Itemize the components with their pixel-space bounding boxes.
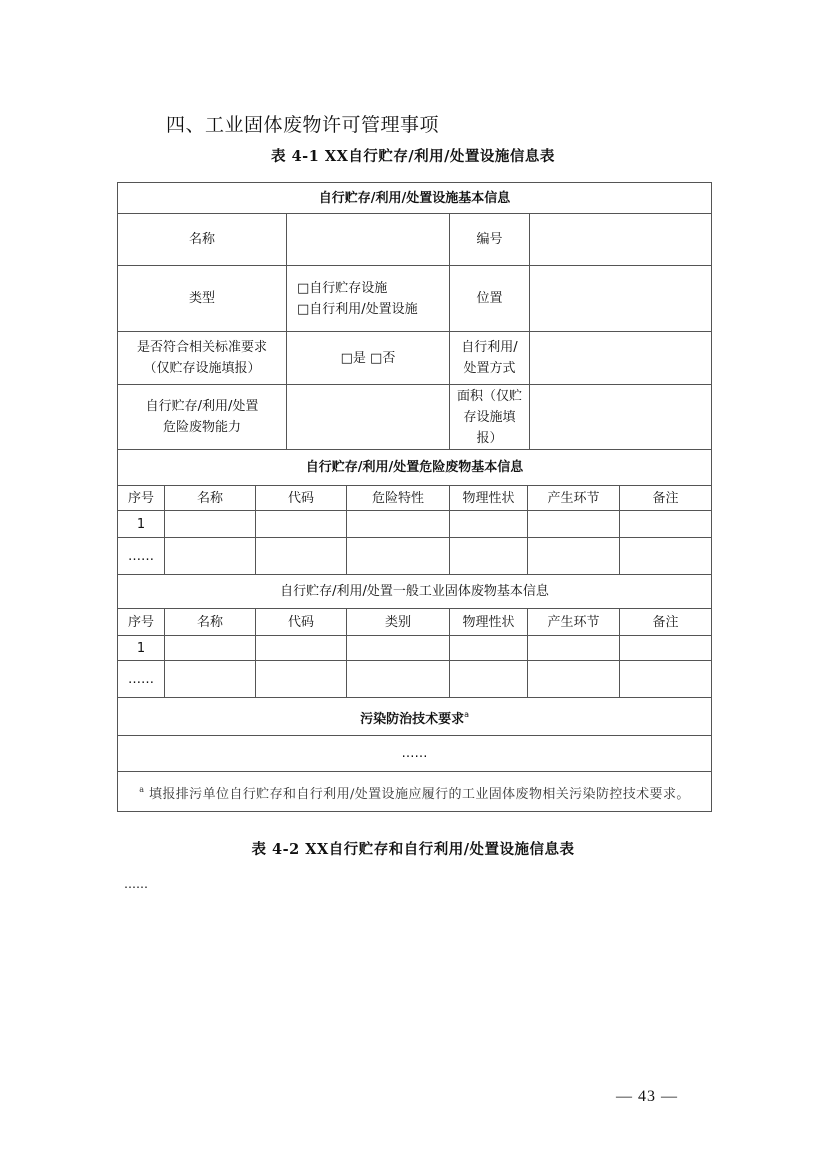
table-cell[interactable] <box>347 661 450 698</box>
table-cell[interactable] <box>347 538 450 575</box>
table-4-2-caption: 表 4-2 XX自行贮存和自行利用/处置设施信息表 <box>251 841 575 858</box>
column-header: 类别 <box>347 609 450 636</box>
location-value-cell[interactable] <box>530 266 712 332</box>
area-label-line2: 存设施填 <box>463 409 516 425</box>
table-cell[interactable] <box>256 661 347 698</box>
table-cell[interactable] <box>528 661 620 698</box>
table-cell[interactable] <box>450 636 528 661</box>
table-cell[interactable] <box>347 511 450 538</box>
row-ellipsis: …… <box>118 661 165 698</box>
table-cell[interactable] <box>450 511 528 538</box>
type-label: 类型 <box>118 266 287 332</box>
column-header: 名称 <box>165 609 256 636</box>
table-cell[interactable] <box>256 538 347 575</box>
footnote-marker: a <box>464 709 469 719</box>
capacity-label <box>118 385 287 450</box>
method-value-cell[interactable] <box>530 332 712 385</box>
table-cell[interactable] <box>450 538 528 575</box>
row-number: 1 <box>118 636 165 661</box>
number-value-cell[interactable] <box>530 214 712 266</box>
column-header: 产生环节 <box>528 486 620 511</box>
table-cell[interactable] <box>620 661 712 698</box>
row-number: 1 <box>118 511 165 538</box>
table-cell[interactable] <box>165 538 256 575</box>
table-cell[interactable] <box>528 636 620 661</box>
table-4-2-content: …… <box>124 877 148 891</box>
facility-info-table <box>117 182 712 812</box>
yes-no-checkboxes[interactable]: □是 □否 <box>287 332 450 385</box>
standard-compliance-label <box>118 332 287 385</box>
section-heading: 四、工业固体废物许可管理事项 <box>166 114 440 136</box>
pollution-control-value[interactable]: …… <box>118 736 712 772</box>
table-row <box>118 538 712 575</box>
type-options-cell <box>287 266 450 332</box>
table-4-1-caption: 表 4-1 XX自行贮存/利用/处置设施信息表 <box>271 148 555 165</box>
table-cell[interactable] <box>256 636 347 661</box>
table-footnote <box>118 772 712 812</box>
column-header: 危险特性 <box>347 486 450 511</box>
capacity-label-line2: 危险废物能力 <box>162 420 241 435</box>
row-ellipsis: …… <box>118 538 165 575</box>
pollution-control-title <box>118 698 712 736</box>
table-cell[interactable] <box>528 538 620 575</box>
column-header: 代码 <box>256 486 347 511</box>
table-cell[interactable] <box>165 661 256 698</box>
table-cell[interactable] <box>528 511 620 538</box>
table-cell[interactable] <box>256 511 347 538</box>
hazardous-waste-title: 自行贮存/利用/处置危险废物基本信息 <box>118 450 712 486</box>
method-label-line2: 处置方式 <box>463 361 516 376</box>
table-cell[interactable] <box>165 511 256 538</box>
table-cell[interactable] <box>450 661 528 698</box>
storage-facility-checkbox[interactable]: □自行贮存设施 <box>297 280 388 296</box>
table-cell[interactable] <box>165 636 256 661</box>
area-label <box>450 385 530 450</box>
column-header: 物理性状 <box>450 609 528 636</box>
footnote-marker: a <box>139 784 145 794</box>
column-header: 代码 <box>256 609 347 636</box>
standard-label-line1: 是否符合相关标准要求 <box>136 340 267 355</box>
method-label-line1: 自行利用/ <box>461 340 518 355</box>
footnote-text: 填报排污单位自行贮存和自行利用/处置设施应履行的工业固体废物相关污染防控技术要求。 <box>144 786 690 802</box>
general-header-row <box>118 609 712 636</box>
method-label <box>450 332 530 385</box>
general-waste-title: 自行贮存/利用/处置一般工业固体废物基本信息 <box>118 575 712 609</box>
table-cell[interactable] <box>347 636 450 661</box>
area-label-line3: 报） <box>476 430 503 446</box>
area-value-cell[interactable] <box>530 385 712 450</box>
column-header: 物理性状 <box>450 486 528 511</box>
capacity-value-cell[interactable] <box>287 385 450 450</box>
table-row <box>118 511 712 538</box>
table-cell[interactable] <box>620 636 712 661</box>
name-label: 名称 <box>118 214 287 266</box>
column-header: 名称 <box>165 486 256 511</box>
area-label-line1: 面积（仅贮 <box>456 388 522 404</box>
standard-label-line2: （仅贮存设施填报） <box>143 361 261 376</box>
table-row <box>118 636 712 661</box>
location-label: 位置 <box>450 266 530 332</box>
hazardous-header-row <box>118 486 712 511</box>
name-value-cell[interactable] <box>287 214 450 266</box>
page-number: — 43 — <box>616 1088 678 1105</box>
column-header: 产生环节 <box>528 609 620 636</box>
utilization-disposal-facility-checkbox[interactable]: □自行利用/处置设施 <box>297 301 418 317</box>
table-row <box>118 661 712 698</box>
column-header: 备注 <box>620 486 712 511</box>
table-cell[interactable] <box>620 511 712 538</box>
capacity-label-line1: 自行贮存/利用/处置 <box>145 399 259 414</box>
column-header: 序号 <box>118 609 165 636</box>
column-header: 备注 <box>620 609 712 636</box>
number-label: 编号 <box>450 214 530 266</box>
table-cell[interactable] <box>620 538 712 575</box>
facility-basic-info-title: 自行贮存/利用/处置设施基本信息 <box>118 183 712 214</box>
pollution-title-text: 污染防治技术要求 <box>360 711 465 727</box>
column-header: 序号 <box>118 486 165 511</box>
